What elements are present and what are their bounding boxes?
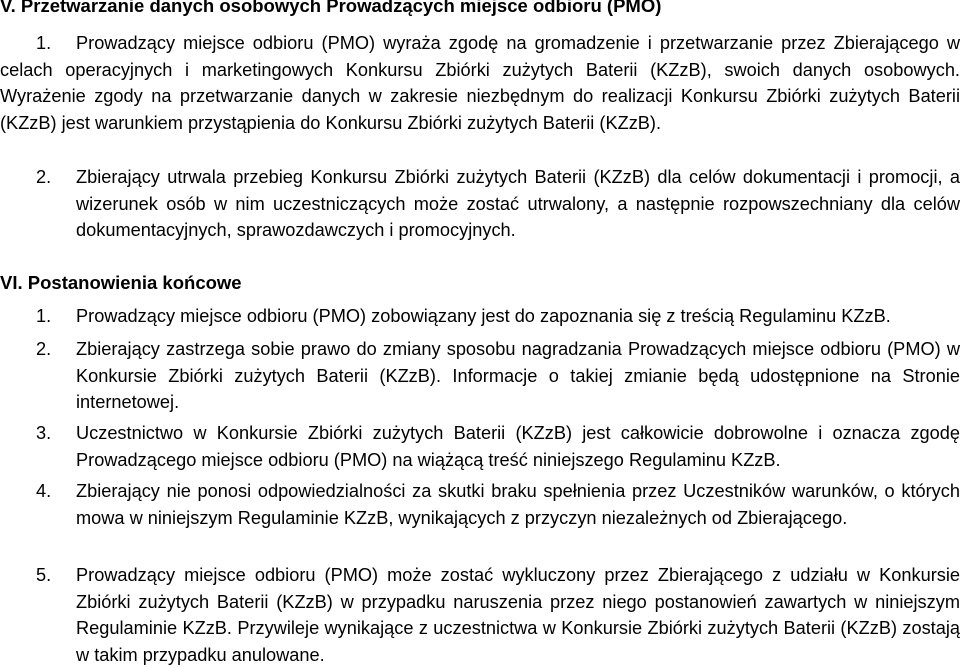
- item-number: 2.: [36, 167, 52, 187]
- item-number: 1.: [36, 306, 52, 326]
- item-number: 5.: [36, 565, 52, 585]
- item-text: Uczestnictwo w Konkursie Zbiórki zużytych Baterii (KZzB) jest całkowicie dobrowolne i oznacza zgodę Prowadzącego miejsce odbioru (PMO) na wiążącą treść niniejszego Regulaminu KZzB.: [76, 423, 960, 470]
- section-vi-heading: VI. Postanowienia końcowe: [0, 272, 242, 293]
- item-text: Prowadzący miejsce odbioru (PMO) wyraża zgodę na gromadzenie i przetwarzanie przez Zbierającego w celach operacyjnych i marketingowych Konkursu Zbiórki zużytych Baterii (KZzB), swoich danych osobowych. Wyrażenie zgody na przetwarzanie danych w zakresie niezbędnym do realizacji Konkursu Zbiórki zużytych Baterii (KZzB) jest warunkiem przystąpienia do Konkursu Zbiórki zużytych Baterii (KZzB).: [0, 33, 960, 133]
- section-v-heading: V. Przetwarzanie danych osobowych Prowadzących miejsce odbioru (PMO): [0, 0, 662, 16]
- item-number: 2.: [36, 339, 52, 359]
- item-text: Zbierający nie ponosi odpowiedzialności za skutki braku spełnienia przez Uczestników warunków, o których mowa w niniejszym Regulaminie KZzB, wynikających z przyczyn niezależnych od Zbierającego.: [76, 481, 960, 528]
- item-number: 4.: [36, 481, 52, 501]
- item-number: 1.: [36, 33, 52, 53]
- item-text: Prowadzący miejsce odbioru (PMO) może zostać wykluczony przez Zbierającego z udziału w Konkursie Zbiórki zużytych Baterii (KZzB) w przypadku naruszenia przez niego postanowień zawartych w niniejszym Regulaminie KZzB. Przywileje wynikające z uczestnictwa w Konkursie Zbiórki zużytych Baterii (KZzB) zostają w takim przypadku anulowane.: [76, 565, 960, 665]
- item-text: [76, 164, 960, 244]
- item-number: 3.: [36, 423, 52, 443]
- item-text: Zbierający zastrzega sobie prawo do zmiany sposobu nagradzania Prowadzących miejsce odbioru (PMO) w Konkursie Zbiórki zużytych Baterii (KZzB). Informacje o takiej zmianie będą udostępnione na Stronie internetowej.: [76, 339, 960, 412]
- item-text: Prowadzący miejsce odbioru (PMO) zobowiązany jest do zapoznania się z treścią Regulaminu KZzB.: [76, 306, 891, 326]
- item-text-content: Zbierający utrwala przebieg Konkursu Zbiórki zużytych Baterii (KZzB) dla celów dokumentacji i promocji, a wizerunek osób w nim uczestniczących może zostać utrwalony, a następnie rozpowszechniany dla celów dokumentacyjnych, sprawozdawczych i promocyjnych.: [76, 167, 960, 240]
